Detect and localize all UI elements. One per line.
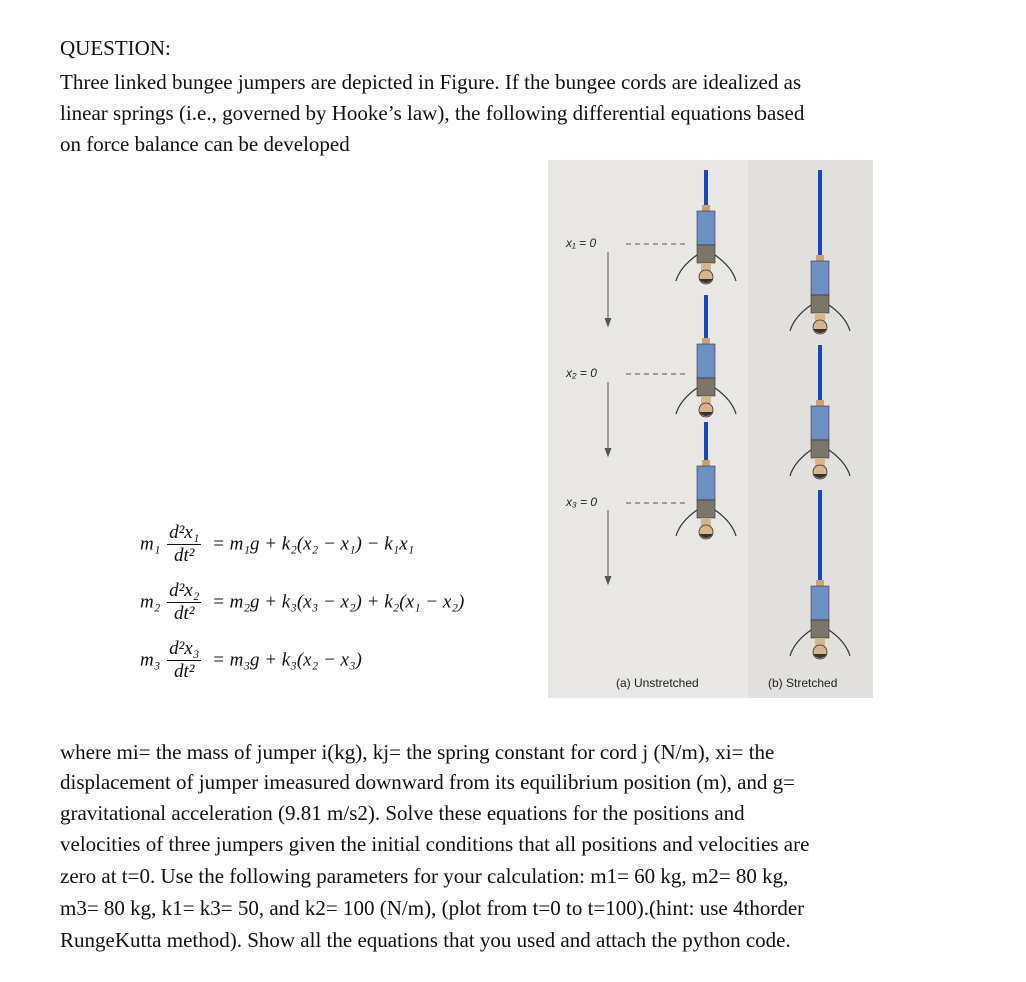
eq2-denominator: dt²: [173, 603, 195, 624]
eq2-mass: m₂: [140, 591, 161, 613]
intro-line-3: on force balance can be developed: [60, 132, 350, 156]
body-line-7: RungeKutta method). Show all the equations that you used and attach the python code.: [60, 928, 791, 952]
eq3-mass: m₃: [140, 649, 161, 671]
body-line-2: displacement of jumper imeasured downward from its equilibrium position (m), and g=: [60, 770, 796, 794]
eq1-fraction: [167, 522, 201, 567]
panel-a-unstretched: [605, 244, 688, 584]
eq3-numerator: d²x₃: [169, 638, 200, 659]
eq3-fraction: [167, 638, 201, 683]
x2-label: x₂ = 0: [566, 366, 597, 380]
eq2-fraction: [167, 580, 201, 625]
caption-unstretched: (a) Unstretched: [616, 676, 699, 690]
intro-line-1: Three linked bungee jumpers are depicted in Figure. If the bungee cords are idealized as: [60, 70, 802, 94]
bungee-figure: [548, 160, 873, 698]
eq1-mass: m₁: [140, 533, 161, 555]
question-heading: QUESTION:: [60, 36, 171, 60]
body-line-3: gravitational acceleration (9.81 m/s2). Solve these equations for the positions and: [60, 801, 745, 825]
eq3-denominator: dt²: [173, 661, 195, 682]
eq1-numerator: d²x₁: [169, 522, 200, 543]
equation-1: [140, 522, 414, 567]
eq1-denominator: dt²: [173, 545, 195, 566]
bungee-illustration: [548, 160, 873, 698]
body-line-1: where mi= the mass of jumper i(kg), kj= the spring constant for cord j (N/m), xi= the: [60, 740, 775, 764]
body-line-6: m3= 80 kg, k1= k3= 50, and k2= 100 (N/m), (plot from t=0 to t=100).(hint: use 4thorder: [60, 896, 805, 920]
eq2-rhs: = m₂g + k₃(x₃ − x₂) + k₂(x₁ − x₂): [212, 591, 465, 613]
eq1-rhs: = m₁g + k₂(x₂ − x₁) − k₁x₁: [212, 533, 415, 555]
body-line-4: velocities of three jumpers given the initial conditions that all positions and velocities are: [60, 832, 810, 856]
eq2-numerator: d²x₂: [169, 580, 200, 601]
equation-2: [140, 580, 464, 625]
eq3-rhs: = m₃g + k₃(x₂ − x₃): [212, 649, 362, 671]
jumper-3-a: [676, 460, 736, 539]
x3-label: x₃ = 0: [566, 495, 598, 509]
body-line-5: zero at t=0. Use the following parameters for your calculation: m1= 60 kg, m2= 80 kg,: [60, 864, 789, 888]
x3-arrowhead: [605, 576, 611, 584]
x1-arrowhead: [605, 318, 611, 326]
caption-stretched: (b) Stretched: [768, 676, 838, 690]
x1-label: x₁ = 0: [566, 236, 597, 250]
x2-arrowhead: [605, 448, 611, 456]
jumper-2-a: [676, 338, 736, 417]
equation-3: [140, 638, 362, 683]
intro-line-2: linear springs (i.e., governed by Hooke’s law), the following differential equations based: [60, 101, 805, 125]
